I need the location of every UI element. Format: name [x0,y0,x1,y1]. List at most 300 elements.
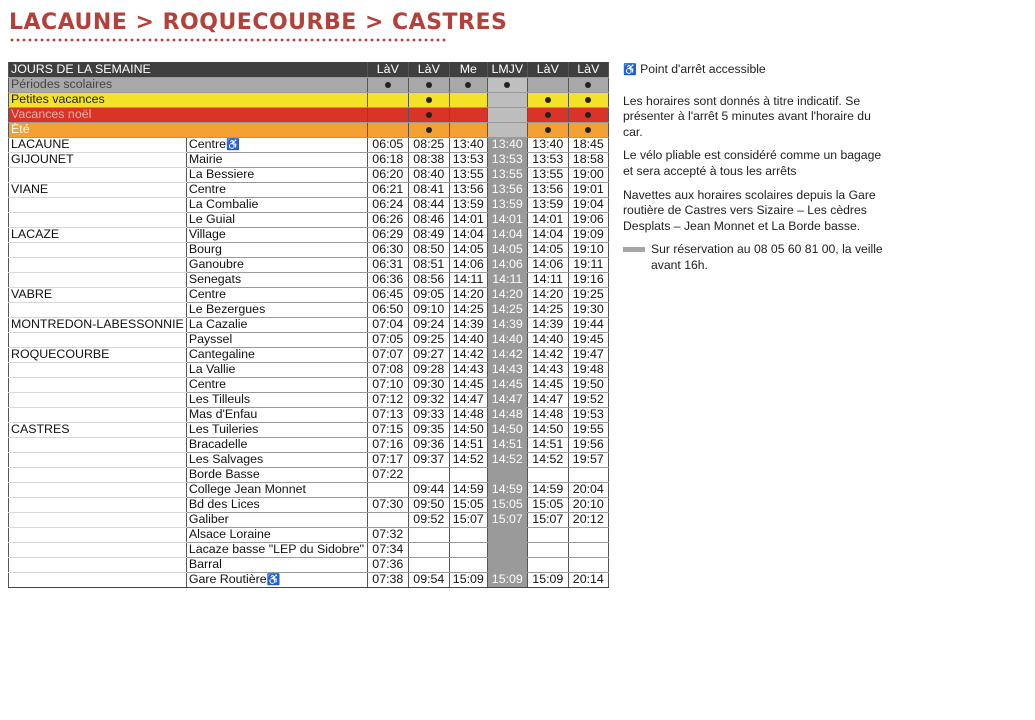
period-dot-icon [426,82,432,88]
period-dot-icon [545,112,551,118]
time-cell: 19:25 [568,287,608,302]
time-cell: 13:40 [449,137,487,152]
commune-cell [9,467,187,482]
stop-name: La Vallie [188,362,236,376]
stop-row [9,212,609,227]
time-cell: 14:40 [527,332,568,347]
stop-cell [186,212,367,227]
stop-name: Village [188,227,226,241]
header-day: LMJV [487,62,527,77]
time-cell [487,542,527,557]
time-cell: 14:52 [449,452,487,467]
time-cell [408,527,449,542]
period-cell [408,107,449,122]
stop-row [9,257,609,272]
stop-name: Centre [188,137,227,151]
stop-cell [186,377,367,392]
time-cell: 14:25 [449,302,487,317]
period-cell [568,107,608,122]
stop-name: Bd des Lices [188,497,260,511]
header-label: JOURS DE LA SEMAINE [9,62,368,77]
time-cell [408,557,449,572]
time-cell: 06:29 [367,227,408,242]
time-cell: 14:25 [527,302,568,317]
time-cell: 19:53 [568,407,608,422]
stop-name: La Combalie [188,197,259,211]
time-cell: 20:04 [568,482,608,497]
note-indicative: Les horaires sont donnés à titre indicatif. Se présenter à l'arrêt 5 minutes avant l'horaire du car. [623,93,871,139]
time-cell: 09:32 [408,392,449,407]
time-cell: 09:10 [408,302,449,317]
reservation-legend [623,242,893,273]
period-cell [527,107,568,122]
time-cell: 13:40 [487,137,527,152]
time-cell: 19:52 [568,392,608,407]
time-cell: 07:34 [367,542,408,557]
stop-row [9,377,609,392]
stop-row [9,152,609,167]
period-cell [527,77,568,92]
period-cell [487,92,527,107]
period-dot-icon [385,82,391,88]
time-cell: 13:56 [449,182,487,197]
time-cell: 19:09 [568,227,608,242]
time-cell: 14:06 [527,257,568,272]
time-cell: 07:17 [367,452,408,467]
stop-cell [186,197,367,212]
time-cell: 07:38 [367,572,408,587]
commune-cell [9,452,187,467]
stop-cell [186,272,367,287]
time-cell: 14:39 [487,317,527,332]
time-cell: 06:20 [367,167,408,182]
stop-name: Gare Routière [188,572,267,586]
time-cell: 06:26 [367,212,408,227]
time-cell [527,542,568,557]
time-cell: 14:39 [527,317,568,332]
period-cell [449,77,487,92]
period-cell [449,122,487,137]
stop-name: Centre [188,182,227,196]
time-cell: 14:06 [449,257,487,272]
time-cell: 06:18 [367,152,408,167]
stop-cell [186,347,367,362]
stop-row [9,512,609,527]
stop-name: Bourg [188,242,222,256]
time-cell: 14:05 [449,242,487,257]
time-cell: 19:04 [568,197,608,212]
time-cell: 14:39 [449,317,487,332]
reservation-swatch [623,247,645,252]
period-cell [527,122,568,137]
stop-name: Mas d'Enfau [188,407,258,421]
time-cell: 14:20 [527,287,568,302]
time-cell: 19:16 [568,272,608,287]
stop-row [9,407,609,422]
period-row [9,92,609,107]
time-cell: 18:58 [568,152,608,167]
period-label: Été [9,122,368,137]
time-cell: 14:11 [487,272,527,287]
stop-cell [186,527,367,542]
time-cell [449,557,487,572]
accessible-icon: ♿ [623,64,637,76]
time-cell: 14:04 [527,227,568,242]
time-cell: 14:04 [487,227,527,242]
time-cell: 19:01 [568,182,608,197]
note-bike: Le vélo pliable est considéré comme un bagage et sera accepté à tous les arrêts [623,148,882,178]
time-cell [568,542,608,557]
stop-cell [186,302,367,317]
period-dot-icon [426,127,432,133]
time-cell: 07:36 [367,557,408,572]
stop-cell [186,422,367,437]
stop-cell [186,557,367,572]
time-cell: 14:50 [449,422,487,437]
stop-name: Alsace Loraine [188,527,271,541]
stop-row [9,422,609,437]
route-title: LACAUNE > ROQUECOURBE > CASTRES [9,10,508,35]
commune-cell [9,272,187,287]
time-cell: 14:11 [527,272,568,287]
stop-row [9,572,609,587]
time-cell: 19:48 [568,362,608,377]
time-cell: 14:45 [449,377,487,392]
accessible-icon: ♿ [226,138,240,151]
time-cell: 13:59 [487,197,527,212]
time-cell: 09:27 [408,347,449,362]
commune-cell [9,497,187,512]
time-cell: 13:59 [527,197,568,212]
stop-row [9,497,609,512]
time-cell: 14:47 [487,392,527,407]
time-cell: 14:05 [487,242,527,257]
stop-row [9,557,609,572]
stop-row [9,437,609,452]
stop-row [9,272,609,287]
commune-cell: LACAUNE [9,137,187,152]
time-cell: 14:59 [527,482,568,497]
stop-name: Les Salvages [188,452,264,466]
time-cell: 13:59 [449,197,487,212]
commune-cell [9,362,187,377]
time-cell: 08:46 [408,212,449,227]
time-cell: 07:08 [367,362,408,377]
time-cell: 19:57 [568,452,608,467]
time-cell: 14:47 [449,392,487,407]
time-cell: 18:45 [568,137,608,152]
commune-cell: GIJOUNET [9,152,187,167]
commune-cell [9,482,187,497]
time-cell: 14:42 [487,347,527,362]
accessible-legend-text: Point d'arrêt accessible [640,62,766,76]
period-cell [487,122,527,137]
time-cell: 09:36 [408,437,449,452]
stop-name: Cantegaline [188,347,255,361]
time-cell: 06:30 [367,242,408,257]
stop-cell [186,467,367,482]
stop-row [9,287,609,302]
stop-cell [186,287,367,302]
time-cell: 08:40 [408,167,449,182]
period-dot-icon [426,112,432,118]
stop-cell [186,137,367,152]
time-cell: 15:05 [449,497,487,512]
time-cell: 09:24 [408,317,449,332]
stop-row [9,227,609,242]
commune-cell: VABRE [9,287,187,302]
time-cell: 14:05 [527,242,568,257]
time-cell: 15:07 [449,512,487,527]
stop-row [9,347,609,362]
time-cell: 08:25 [408,137,449,152]
period-cell [408,77,449,92]
time-cell: 07:15 [367,422,408,437]
period-dot-icon [585,82,591,88]
time-cell: 13:53 [527,152,568,167]
stop-name: Ganoubre [188,257,244,271]
time-cell: 15:05 [487,497,527,512]
note-shuttle: Navettes aux horaires scolaires depuis la Gare routière de Castres vers Sizaire – Les cèdres Desplats – Jean Monnet et La Borde basse. [623,187,876,233]
time-cell: 08:44 [408,197,449,212]
time-cell: 09:35 [408,422,449,437]
commune-cell [9,197,187,212]
time-cell [527,557,568,572]
time-cell: 07:05 [367,332,408,347]
time-cell: 06:05 [367,137,408,152]
stop-cell [186,497,367,512]
time-cell: 14:48 [527,407,568,422]
commune-cell: LACAZE [9,227,187,242]
commune-cell: VIANE [9,182,187,197]
period-cell [367,107,408,122]
time-cell: 14:04 [449,227,487,242]
stop-cell [186,317,367,332]
period-cell [449,107,487,122]
time-cell: 07:13 [367,407,408,422]
stop-row [9,317,609,332]
time-cell: 07:22 [367,467,408,482]
stop-name: Galiber [188,512,229,526]
stop-row [9,527,609,542]
time-cell: 14:40 [449,332,487,347]
time-cell: 20:12 [568,512,608,527]
commune-cell [9,167,187,182]
period-cell [568,92,608,107]
time-cell: 14:50 [487,422,527,437]
stop-name: La Bessiere [188,167,255,181]
time-cell: 19:30 [568,302,608,317]
period-dot-icon [504,82,510,88]
header-row [9,62,609,77]
stop-cell [186,167,367,182]
period-cell [367,122,408,137]
period-cell [367,92,408,107]
stop-name: Mairie [188,152,223,166]
stop-row [9,542,609,557]
time-cell [408,467,449,482]
time-cell: 09:44 [408,482,449,497]
time-cell: 14:25 [487,302,527,317]
time-cell: 14:50 [527,422,568,437]
time-cell: 19:55 [568,422,608,437]
time-cell: 13:56 [487,182,527,197]
period-dot-icon [545,97,551,103]
stop-cell [186,332,367,347]
stop-row [9,137,609,152]
stop-name: Le Bezergues [188,302,266,316]
header-day: LàV [367,62,408,77]
time-cell: 08:51 [408,257,449,272]
commune-cell [9,572,187,587]
time-cell: 08:56 [408,272,449,287]
period-dot-icon [585,97,591,103]
commune-cell: MONTREDON-LABESSONNIE [9,317,187,332]
stop-cell [186,392,367,407]
commune-cell [9,212,187,227]
time-cell [367,512,408,527]
period-label: Petites vacances [9,92,368,107]
time-cell: 19:11 [568,257,608,272]
time-cell: 14:59 [487,482,527,497]
time-cell: 09:54 [408,572,449,587]
stop-cell [186,182,367,197]
header-day: LàV [527,62,568,77]
commune-cell [9,557,187,572]
time-cell: 14:06 [487,257,527,272]
time-cell: 19:47 [568,347,608,362]
stop-cell [186,572,367,587]
time-cell: 14:48 [449,407,487,422]
period-row [9,77,609,92]
stop-cell [186,437,367,452]
time-cell: 14:01 [487,212,527,227]
commune-cell [9,407,187,422]
time-cell: 14:59 [449,482,487,497]
period-row [9,122,609,137]
period-cell [487,77,527,92]
stop-name: Lacaze basse "LEP du Sidobre" [188,542,365,556]
commune-cell [9,392,187,407]
commune-cell [9,242,187,257]
time-cell: 14:42 [527,347,568,362]
period-cell [367,77,408,92]
time-cell [449,467,487,482]
stop-row [9,482,609,497]
time-cell: 14:43 [487,362,527,377]
time-cell: 07:07 [367,347,408,362]
time-cell: 15:09 [527,572,568,587]
stop-cell [186,257,367,272]
accessible-icon: ♿ [266,573,281,586]
period-cell [568,77,608,92]
time-cell: 20:10 [568,497,608,512]
time-cell: 06:24 [367,197,408,212]
timetable [8,62,609,588]
stop-name: Borde Basse [188,467,260,481]
time-cell: 14:20 [449,287,487,302]
time-cell [449,542,487,557]
commune-cell [9,512,187,527]
stop-name: Le Guial [188,212,235,226]
time-cell: 14:42 [449,347,487,362]
commune-cell [9,302,187,317]
time-cell: 14:40 [487,332,527,347]
time-cell: 14:11 [449,272,487,287]
stop-cell [186,512,367,527]
period-cell [487,107,527,122]
time-cell: 08:50 [408,242,449,257]
commune-cell: CASTRES [9,422,187,437]
time-cell: 09:28 [408,362,449,377]
commune-cell: ROQUECOURBE [9,347,187,362]
time-cell [527,527,568,542]
time-cell: 07:30 [367,497,408,512]
time-cell: 19:06 [568,212,608,227]
time-cell: 07:04 [367,317,408,332]
commune-cell [9,527,187,542]
commune-cell [9,437,187,452]
time-cell: 09:30 [408,377,449,392]
stop-row [9,392,609,407]
time-cell: 09:25 [408,332,449,347]
period-dot-icon [426,97,432,103]
time-cell: 14:01 [449,212,487,227]
time-cell: 19:50 [568,377,608,392]
time-cell: 06:45 [367,287,408,302]
stop-cell [186,227,367,242]
stop-row [9,242,609,257]
time-cell: 09:37 [408,452,449,467]
accessible-legend [623,62,893,79]
commune-cell [9,542,187,557]
period-cell [408,122,449,137]
time-cell: 19:10 [568,242,608,257]
stop-row [9,197,609,212]
time-cell: 14:47 [527,392,568,407]
time-cell [487,557,527,572]
period-label: Vacances noël [9,107,368,122]
time-cell: 14:20 [487,287,527,302]
time-cell: 15:05 [527,497,568,512]
reservation-text: Sur réservation au 08 05 60 81 00, la veille avant 16h. [651,242,883,272]
time-cell [527,467,568,482]
stop-cell [186,452,367,467]
time-cell: 06:36 [367,272,408,287]
stop-cell [186,407,367,422]
time-cell: 13:55 [487,167,527,182]
commune-cell [9,257,187,272]
time-cell: 19:56 [568,437,608,452]
time-cell [568,557,608,572]
period-cell [408,92,449,107]
stop-name: Senegats [188,272,242,286]
stop-row [9,182,609,197]
period-cell [449,92,487,107]
time-cell: 13:55 [449,167,487,182]
commune-cell [9,377,187,392]
time-cell: 15:07 [487,512,527,527]
stop-name: La Cazalie [188,317,248,331]
time-cell: 06:50 [367,302,408,317]
time-cell [487,527,527,542]
stop-name: College Jean Monnet [188,482,306,496]
time-cell [367,482,408,497]
time-cell: 13:55 [527,167,568,182]
stop-cell [186,152,367,167]
stop-row [9,452,609,467]
time-cell: 14:51 [449,437,487,452]
